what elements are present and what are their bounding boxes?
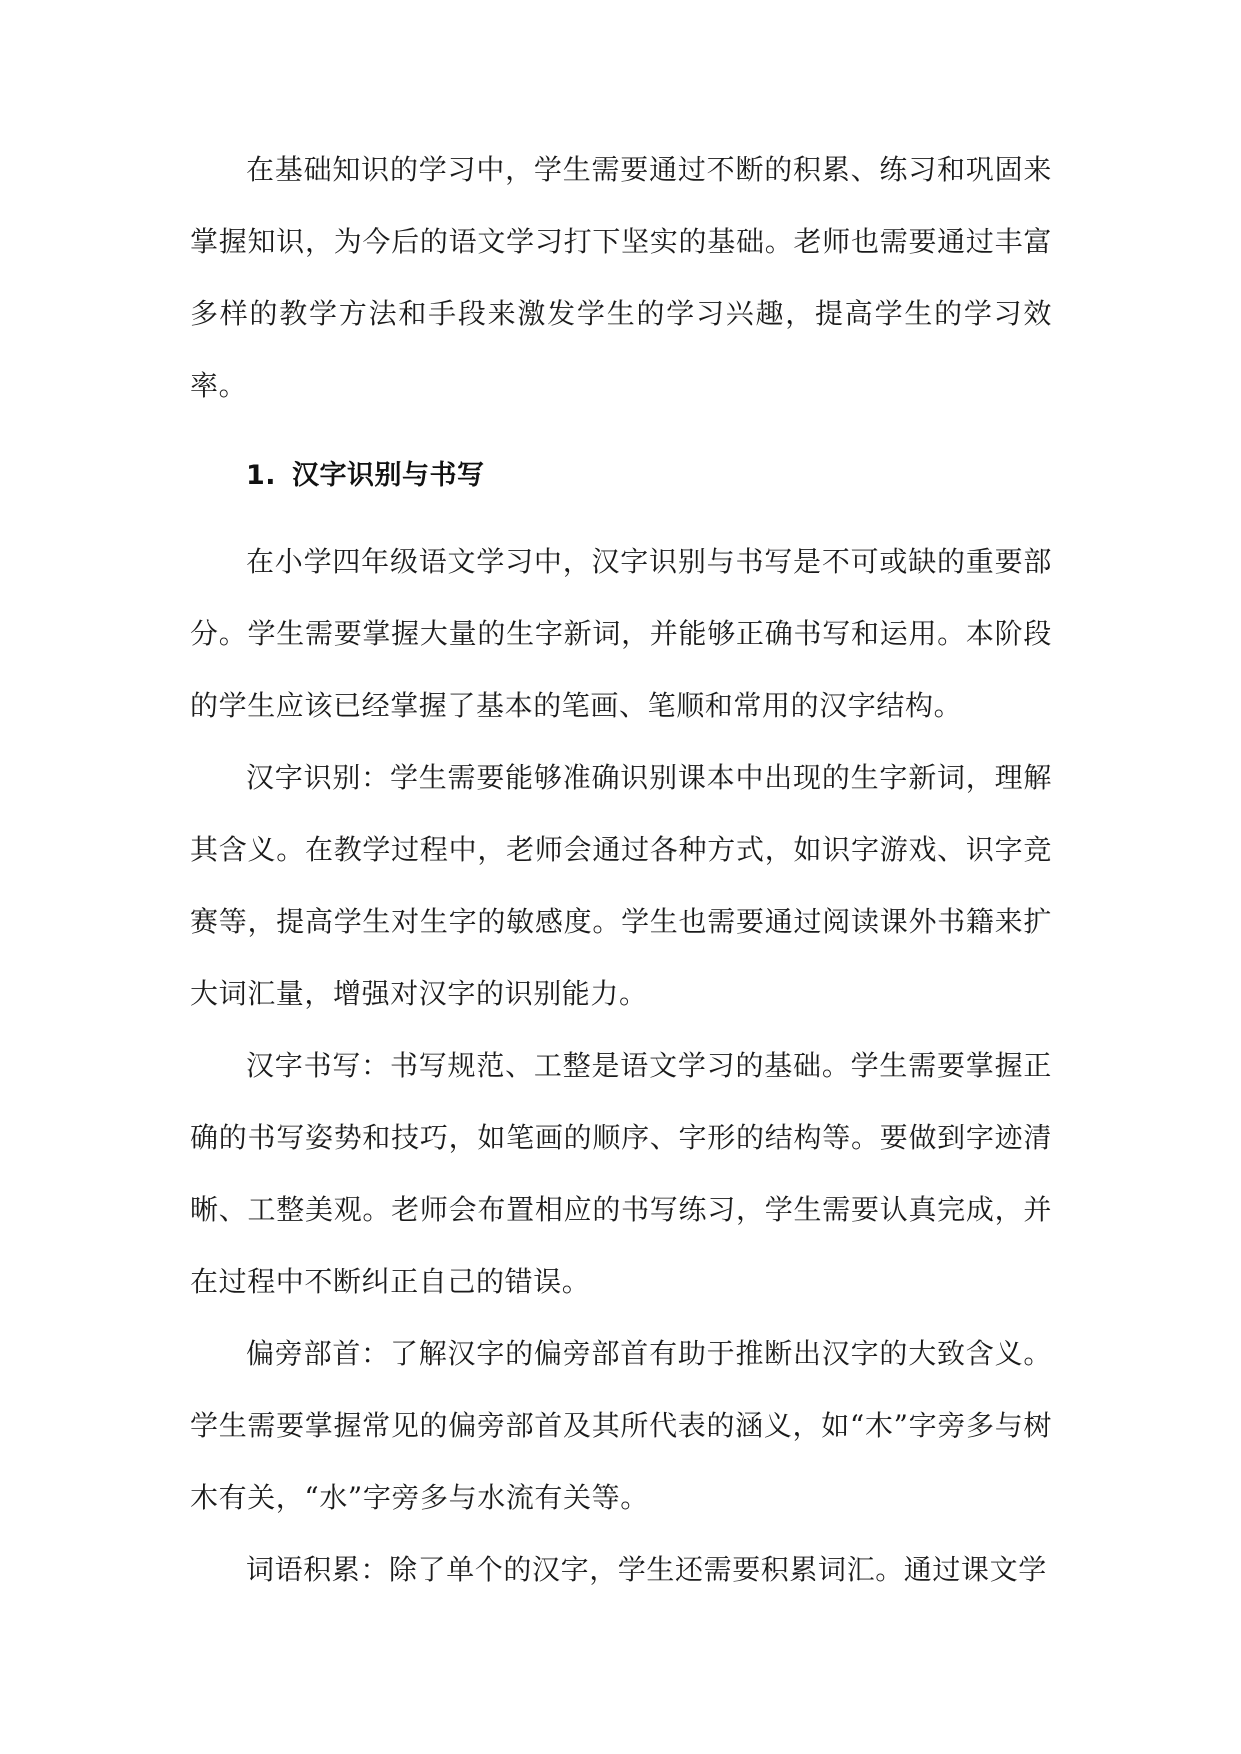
document-body: [190, 134, 1052, 1606]
body-paragraph: 偏旁部首：了解汉字的偏旁部首有助于推断出汉字的大致含义。学生需要掌握常见的偏旁部首及其所代表的涵义，如“木”字旁多与树木有关，“水”字旁多与水流有关等。: [190, 1337, 1052, 1514]
body-paragraph: 词语积累：除了单个的汉字，学生还需要积累词汇。通过课文学: [246, 1553, 1047, 1586]
body-paragraph: 汉字识别：学生需要能够准确识别课本中出现的生字新词，理解其含义。在教学过程中，老师会通过各种方式，如识字游戏、识字竞赛等，提高学生对生字的敏感度。学生也需要通过阅读课外书籍来扩大词汇量，增强对汉字的识别能力。: [190, 761, 1052, 1010]
section-number: 1.: [246, 460, 277, 491]
body-paragraph: 汉字书写：书写规范、工整是语文学习的基础。学生需要掌握正确的书写姿势和技巧，如笔画的顺序、字形的结构等。要做到字迹清晰、工整美观。老师会布置相应的书写练习，学生需要认真完成，并在过程中不断纠正自己的错误。: [190, 1049, 1052, 1298]
intro-paragraph: 在基础知识的学习中，学生需要通过不断的积累、练习和巩固来掌握知识，为今后的语文学习打下坚实的基础。老师也需要通过丰富多样的教学方法和手段来激发学生的学习兴趣，提高学生的学习效率。: [190, 153, 1052, 402]
section-heading: [190, 422, 1052, 526]
body-paragraph: 在小学四年级语文学习中，汉字识别与书写是不可或缺的重要部分。学生需要掌握大量的生字新词，并能够正确书写和运用。本阶段的学生应该已经掌握了基本的笔画、笔顺和常用的汉字结构。: [190, 545, 1052, 722]
section-title: 汉字识别与书写: [292, 460, 485, 491]
